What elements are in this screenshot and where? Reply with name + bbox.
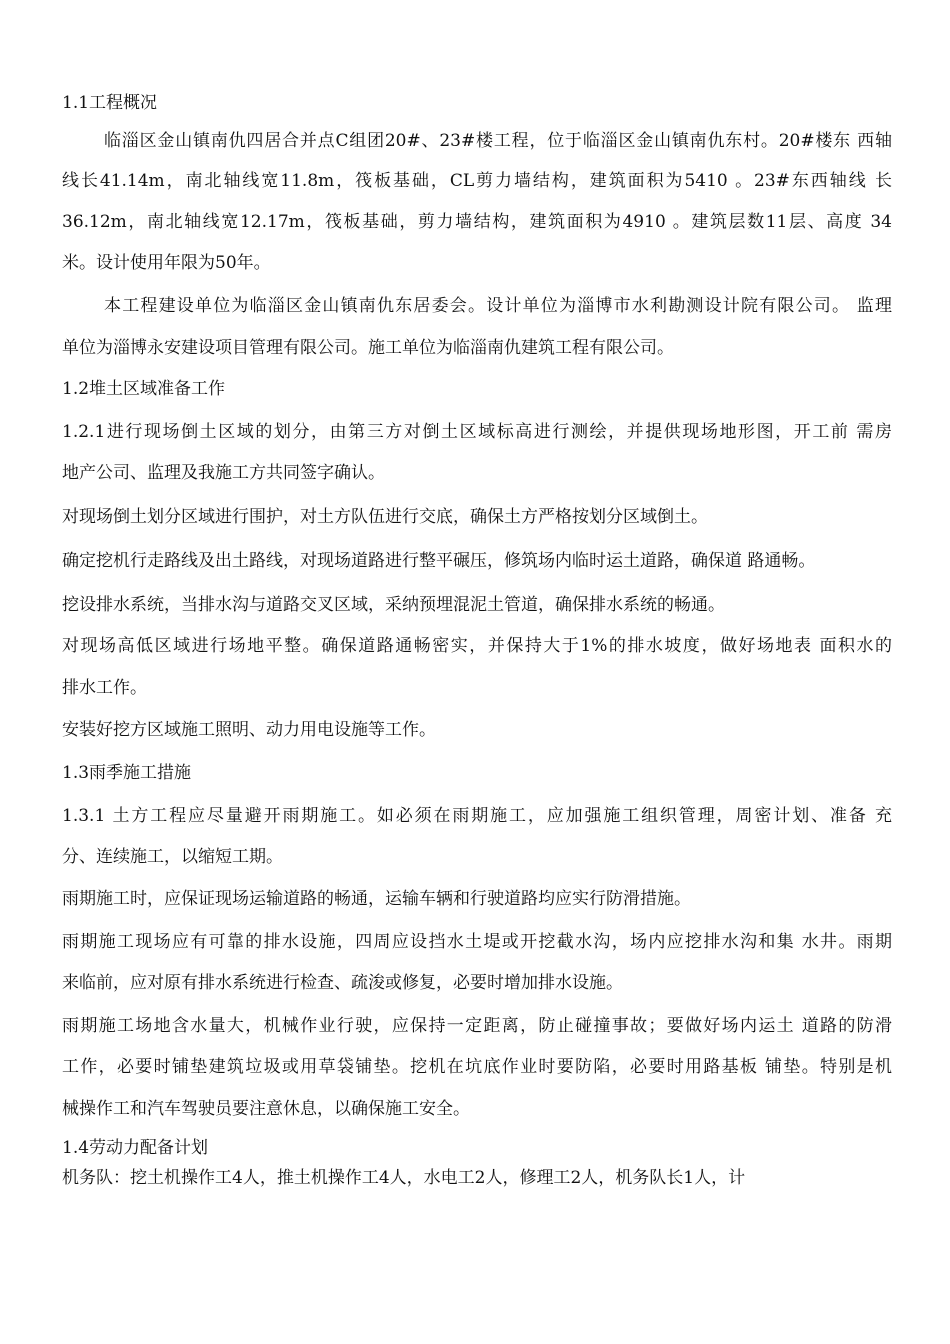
paragraph-line: 线长41.14m，南北轴线宽11.8m，筏板基础，CL剪力墙结构，建筑面积为5410 。23#东西轴线 长 <box>62 171 892 191</box>
paragraph-line: 挖设排水系统，当排水沟与道路交叉区域，采纳预埋混泥土管道，确保排水系统的畅通。 <box>62 595 725 615</box>
section-heading-1-4: 1.4劳动力配备计划 <box>62 1138 209 1158</box>
paragraph-line: 工作，必要时铺垫建筑垃圾或用草袋铺垫。挖机在坑底作业时要防陷，必要时用路基板 铺垫。特别是机 <box>62 1057 892 1077</box>
paragraph-line: 雨期施工场地含水量大，机械作业行驶，应保持一定距离，防止碰撞事故；要做好场内运土 道路的防滑 <box>62 1016 892 1036</box>
paragraph-line: 械操作工和汽车驾驶员要注意休息，以确保施工安全。 <box>62 1099 470 1119</box>
section-heading-1-3: 1.3雨季施工措施 <box>62 763 192 783</box>
section-heading-1-2: 1.2堆土区域准备工作 <box>62 379 226 399</box>
paragraph-line: 机务队：挖土机操作工4人，推土机操作工4人，水电工2人，修理工2人，机务队长1人，计 <box>62 1168 746 1188</box>
paragraph-line: 分、连续施工，以缩短工期。 <box>62 847 283 867</box>
paragraph-line: 36.12m，南北轴线宽12.17m，筏板基础，剪力墙结构，建筑面积为4910 。建筑层数11层、高度 34 <box>62 212 892 232</box>
paragraph-line: 1.2.1进行现场倒土区域的划分，由第三方对倒土区域标高进行测绘，并提供现场地形图，开工前 需房 <box>62 422 892 442</box>
paragraph-line: 雨期施工时，应保证现场运输道路的畅通，运输车辆和行驶道路均应实行防滑措施。 <box>62 889 691 909</box>
paragraph-line: 本工程建设单位为临淄区金山镇南仇东居委会。设计单位为淄博市水利勘测设计院有限公司。 监理 <box>104 296 892 316</box>
paragraph-line: 临淄区金山镇南仇四居合并点C组团20#、23#楼工程，位于临淄区金山镇南仇东村。20#楼东 西轴 <box>104 131 892 151</box>
paragraph-line: 对现场高低区域进行场地平整。确保道路通畅密实，并保持大于1%的排水坡度，做好场地表 面积水的 <box>62 636 892 656</box>
paragraph-line: 雨期施工现场应有可靠的排水设施，四周应设挡水土堤或开挖截水沟，场内应挖排水沟和集 水井。雨期 <box>62 932 892 952</box>
paragraph-line: 对现场倒土划分区域进行围护，对土方队伍进行交底，确保土方严格按划分区域倒土。 <box>62 507 708 527</box>
paragraph-line: 确定挖机行走路线及出土路线，对现场道路进行整平碾压，修筑场内临时运土道路，确保道 路通畅。 <box>62 551 816 571</box>
paragraph-line: 1.3.1 土方工程应尽量避开雨期施工。如必须在雨期施工，应加强施工组织管理，周密计划、准备 充 <box>62 806 892 826</box>
paragraph-line: 来临前，应对原有排水系统进行检查、疏浚或修复，必要时增加排水设施。 <box>62 973 623 993</box>
paragraph-line: 米。设计使用年限为50年。 <box>62 253 271 273</box>
section-heading-1-1: 1.1工程概况 <box>62 93 158 113</box>
paragraph-line: 单位为淄博永安建设项目管理有限公司。施工单位为临淄南仇建筑工程有限公司。 <box>62 338 674 358</box>
paragraph-line: 地产公司、监理及我施工方共同签字确认。 <box>62 463 385 483</box>
paragraph-line: 安装好挖方区域施工照明、动力用电设施等工作。 <box>62 720 436 740</box>
paragraph-line: 排水工作。 <box>62 678 147 698</box>
